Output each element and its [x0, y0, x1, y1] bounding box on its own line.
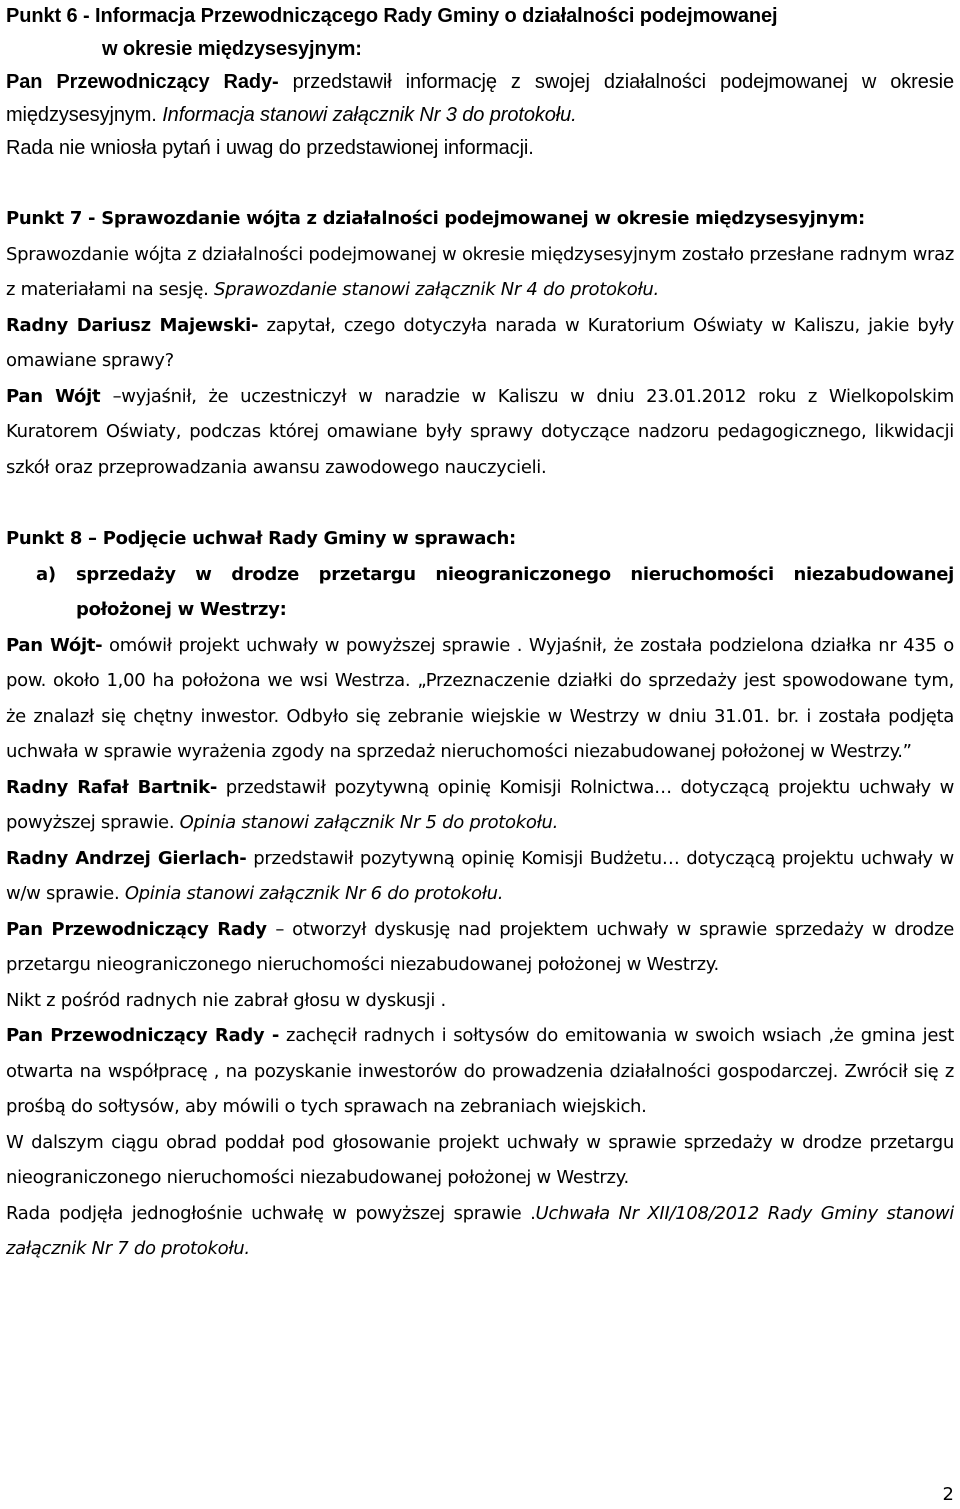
paragraph-text: zachęcił radnych i sołtysów do emitowania w swoich wsiach ,że gmina jest otwarta na współpracę , na pozyskanie inwestorów do prowadzenia działalności gospodarczej. Zwrócił się z prośbą do sołtysów, aby mówili o tych sprawach na zebraniach wiejskich.	[6, 1025, 954, 1117]
paragraph	[6, 628, 954, 770]
speaker-label: Pan Przewodniczący Rady	[6, 918, 276, 940]
speaker-label: Pan Przewodniczący Rady -	[6, 1025, 280, 1046]
section-heading: Punkt 6 - Informacja Przewodniczącego Rady Gminy o działalności podejmowanej	[6, 5, 778, 27]
speaker-label: Pan Wójt-	[6, 634, 103, 656]
section-punkt-6	[6, 0, 954, 165]
attachment-note: Sprawozdanie stanowi załącznik Nr 4 do protokołu.	[214, 279, 659, 300]
subpoint-text: sprzedaży w drodze przetargu nieograniczonego nieruchomości niezabudowanej położonej w Westrzy:	[76, 563, 954, 620]
section-heading: Punkt 7 - Sprawozdanie wójta z działalności podejmowanej w okresie międzysesyjnym:	[6, 208, 865, 229]
paragraph: Nikt z pośród radnych nie zabrał głosu w dyskusji .	[6, 989, 446, 1011]
section-punkt-8	[6, 521, 954, 1267]
paragraph	[6, 379, 954, 486]
subpoint-label: a)	[36, 563, 56, 585]
paragraph-text: przedstawił informację z swojej działalności podejmowanej w okresie międzysesyjnym.	[6, 71, 954, 126]
speaker-label: Radny Rafał Bartnik-	[6, 776, 218, 798]
subpoint-a	[36, 557, 954, 628]
paragraph: W dalszym ciągu obrad poddał pod głosowanie projekt uchwały w sprawie sprzedaży w drodze przetargu nieograniczonego nieruchomości niezabudowanej położonej w Westrzy.	[6, 1131, 954, 1188]
paragraph-text: – otworzył dyskusję nad projektem uchwały w sprawie sprzedaży w drodze przetargu nieograniczonego nieruchomości niezabudowanej położonej w Westrzy.	[6, 918, 954, 975]
paragraph-text: –wyjaśnił, że uczestniczył w naradzie w Kaliszu w dniu 23.01.2012 roku z Wielkopolskim Kuratorem Oświaty, podczas której omawiane były sprawy dotyczące nadzoru pedagogicznego, likwidacji szkół oraz przeprowadzania awansu zawodowego nauczycieli.	[6, 385, 954, 478]
speaker-label: Pan Wójt	[6, 385, 113, 407]
section-heading-continued: w okresie międzysesyjnym:	[102, 38, 362, 60]
paragraph	[6, 912, 954, 983]
paragraph	[6, 308, 954, 379]
paragraph: Rada nie wniosła pytań i uwag do przedstawionej informacji.	[6, 137, 534, 159]
paragraph-text: zapytał, czego dotyczyła narada w Kuratorium Oświaty w Kaliszu, jakie były omawiane sprawy?	[6, 314, 955, 371]
paragraph-text: Sprawozdanie wójta z działalności podejmowanej w okresie międzysesyjnym zostało przesłane radnym wraz z materiałami na sesję.	[6, 243, 954, 300]
attachment-note: Opinia stanowi załącznik Nr 6 do protokołu.	[124, 883, 504, 904]
speaker-label: Radny Andrzej Gierlach-	[6, 847, 247, 869]
attachment-note: Uchwała Nr XII/108/2012 Rady Gminy stanowi załącznik Nr 7 do protokołu.	[6, 1202, 954, 1259]
paragraph	[6, 1196, 954, 1267]
paragraph-text: przedstawił pozytywną opinię Komisji Rolnictwa… dotyczącą projektu uchwały w powyższej sprawie.	[6, 776, 954, 833]
section-heading: Punkt 8 – Podjęcie uchwał Rady Gminy w sprawach:	[6, 528, 516, 549]
paragraph	[6, 770, 954, 841]
paragraph	[6, 1018, 954, 1125]
paragraph	[6, 237, 954, 308]
paragraph-text: przedstawił pozytywną opinię Komisji Budżetu… dotyczącą projektu uchwały w w/w sprawie.	[6, 847, 954, 904]
section-punkt-7	[6, 201, 954, 485]
paragraph-text: omówił projekt uchwały w powyższej sprawie . Wyjaśnił, że została podzielona działka nr 435 o pow. około 1,00 ha położona we wsi Westrza. „Przeznaczenie działki do sprzedaży jest spowodowane tym, że znalazł się chętny inwestor. Odbyło się zebranie wiejskie w Westrzy w dniu 31.01. br. i została podjęta uchwała w sprawie wyrażenia zgody na sprzedaż nieruchomości niezabudowanej położonej w Westrzy.”	[6, 634, 955, 762]
speaker-label: Radny Dariusz Majewski-	[6, 314, 259, 336]
paragraph	[6, 66, 954, 132]
paragraph-text: Rada podjęła jednogłośnie uchwałę w powyższej sprawie .	[6, 1202, 536, 1224]
speaker-label: Pan Przewodniczący Rady-	[6, 71, 279, 93]
attachment-note: Informacja stanowi załącznik Nr 3 do protokołu.	[162, 104, 577, 126]
page-number: 2	[942, 1484, 954, 1505]
paragraph	[6, 841, 954, 912]
attachment-note: Opinia stanowi załącznik Nr 5 do protokołu.	[179, 812, 558, 833]
